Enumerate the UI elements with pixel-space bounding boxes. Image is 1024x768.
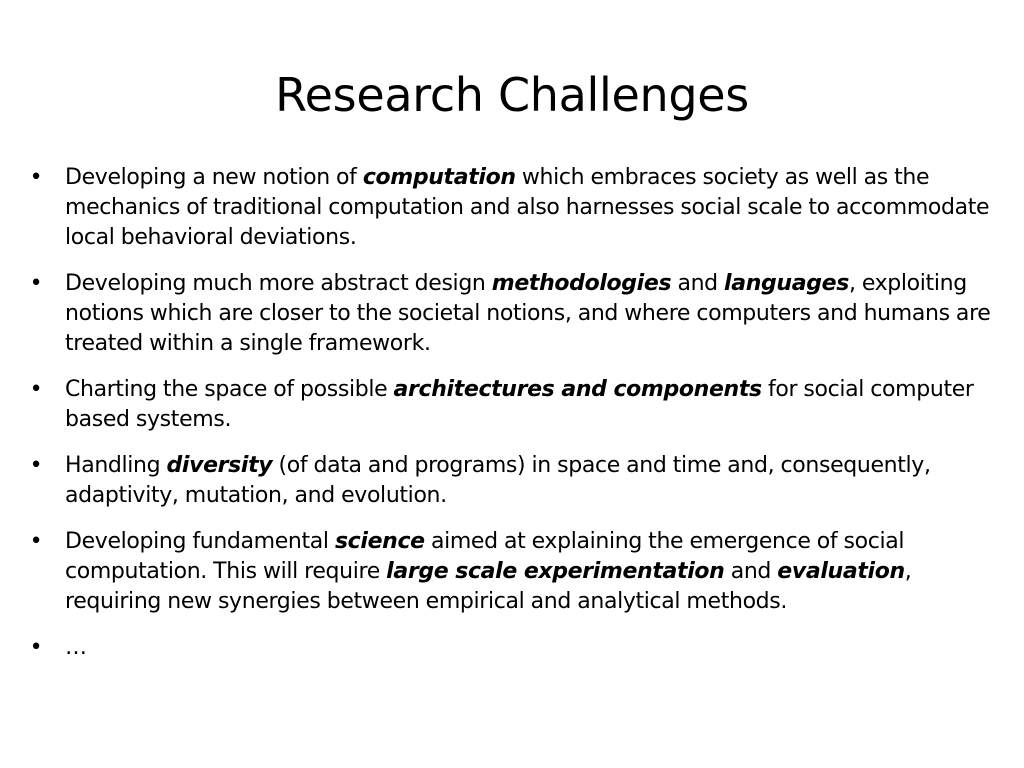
bullet-emphasis: diversity	[166, 453, 273, 478]
bullet-item	[29, 527, 997, 617]
bullet-dot-icon: •	[29, 635, 43, 660]
bullet-text: , requiring new synergies between empirical and analytical methods.	[65, 559, 912, 614]
bullet-text: Developing a new notion of	[65, 165, 363, 190]
bullet-emphasis: languages	[724, 271, 849, 296]
bullet-item	[29, 163, 997, 253]
bullet-text: and	[671, 271, 725, 296]
bullet-emphasis: architectures and components	[393, 377, 762, 402]
bullet-emphasis: evaluation	[777, 559, 905, 584]
bullet-dot-icon: •	[29, 165, 43, 190]
bullet-emphasis: science	[334, 529, 425, 554]
bullet-text: aimed at explaining the emergence of social computation. This will require	[65, 529, 905, 584]
bullet-dot-icon: •	[29, 529, 43, 554]
bullet-item	[29, 451, 997, 511]
bullet-text: Charting the space of possible	[65, 377, 394, 402]
bullet-item	[29, 269, 997, 359]
bullet-list	[0, 163, 1024, 663]
bullet-item	[29, 375, 997, 435]
bullet-text: , exploiting notions which are closer to the societal notions, and where computers and humans are treated within a single framework.	[65, 271, 991, 356]
bullet-text: Developing fundamental	[65, 529, 335, 554]
bullet-text: …	[65, 635, 87, 660]
bullet-emphasis: large scale experimentation	[386, 559, 725, 584]
bullet-dot-icon: •	[29, 271, 43, 296]
bullet-emphasis: computation	[362, 165, 516, 190]
bullet-dot-icon: •	[29, 377, 43, 402]
bullet-item	[29, 633, 997, 663]
bullet-text: (of data and programs) in space and time and, consequently, adaptivity, mutation, and evolution.	[65, 453, 931, 508]
bullet-text: which embraces society as well as the mechanics of traditional computation and also harnesses social scale to accommodate local behavioral deviations.	[65, 165, 990, 250]
slide-title: Research Challenges	[275, 68, 749, 122]
bullet-text: and	[724, 559, 778, 584]
bullet-text: Handling	[65, 453, 167, 478]
bullet-emphasis: methodologies	[491, 271, 672, 296]
bullet-text: for social computer based systems.	[65, 377, 974, 432]
bullet-dot-icon: •	[29, 453, 43, 478]
bullet-text: Developing much more abstract design	[65, 271, 492, 296]
